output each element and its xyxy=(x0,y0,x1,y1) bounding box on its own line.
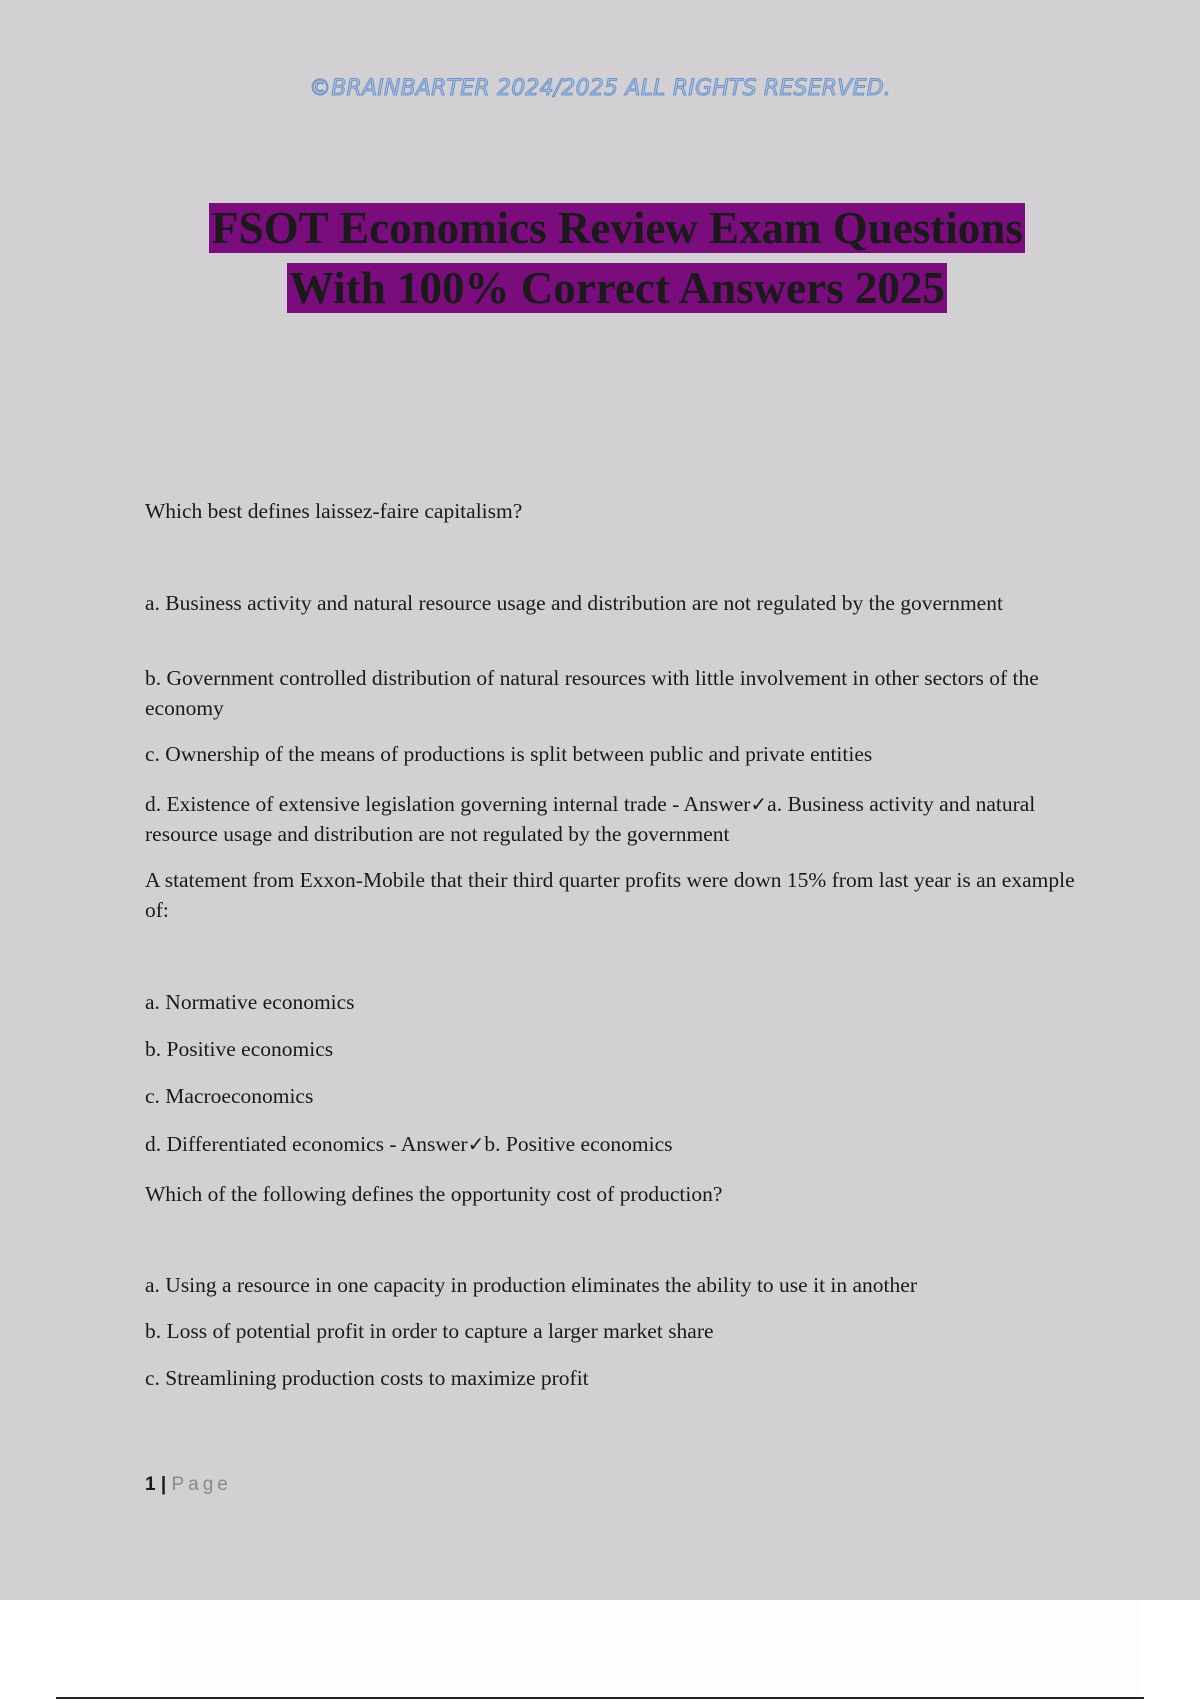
title-line-2: With 100% Correct Answers 2025 xyxy=(289,263,945,313)
question-1-answer: a. Business activity and natural resource usage and distribution are not regulated by the government xyxy=(145,792,1036,846)
question-2-option-c: c. Macroeconomics xyxy=(145,1084,314,1108)
question-1-option-a: a. Business activity and natural resource usage and distribution are not regulated by the government xyxy=(145,591,1003,615)
question-2-option-a: a. Normative economics xyxy=(145,990,355,1014)
question-2: A statement from Exxon-Mobile that their third quarter profits were down 15% from last year is an example of: xyxy=(145,868,1075,922)
page-label: Page xyxy=(171,1474,232,1495)
question-2-option-d-text: d. Differentiated economics - Answer xyxy=(145,1132,468,1156)
question-3: Which of the following defines the opportunity cost of production? xyxy=(145,1182,723,1206)
checkmark-icon: ✓ xyxy=(750,792,768,816)
title-line-1: FSOT Economics Review Exam Questions xyxy=(211,203,1023,253)
document-title xyxy=(0,198,1200,318)
question-3-option-a: a. Using a resource in one capacity in production eliminates the ability to use it in another xyxy=(145,1273,917,1297)
page-gap xyxy=(160,1600,1140,1700)
question-2-option-d xyxy=(145,1129,1085,1159)
question-1-option-d xyxy=(145,789,1085,849)
checkmark-icon: ✓ xyxy=(467,1132,485,1156)
question-2-answer: b. Positive economics xyxy=(484,1132,673,1156)
question-1-option-b: b. Government controlled distribution of natural resources with little involvement in other sectors of the economy xyxy=(145,666,1039,720)
question-1: Which best defines laissez-faire capitalism? xyxy=(145,499,523,523)
footer-separator: | xyxy=(160,1474,167,1495)
next-page-divider xyxy=(56,1697,1144,1699)
question-3-option-b: b. Loss of potential profit in order to capture a larger market share xyxy=(145,1319,714,1343)
copyright-watermark: ©BRAINBARTER 2024/2025 ALL RIGHTS RESERVED. xyxy=(309,76,891,101)
question-3-option-c: c. Streamlining production costs to maximize profit xyxy=(145,1366,589,1390)
page-number: 1 xyxy=(145,1474,156,1495)
question-1-option-d-text: d. Existence of extensive legislation governing internal trade - Answer xyxy=(145,792,751,816)
question-1-option-c: c. Ownership of the means of productions is split between public and private entities xyxy=(145,742,873,766)
page-footer xyxy=(145,1474,232,1496)
question-2-option-b: b. Positive economics xyxy=(145,1037,334,1061)
